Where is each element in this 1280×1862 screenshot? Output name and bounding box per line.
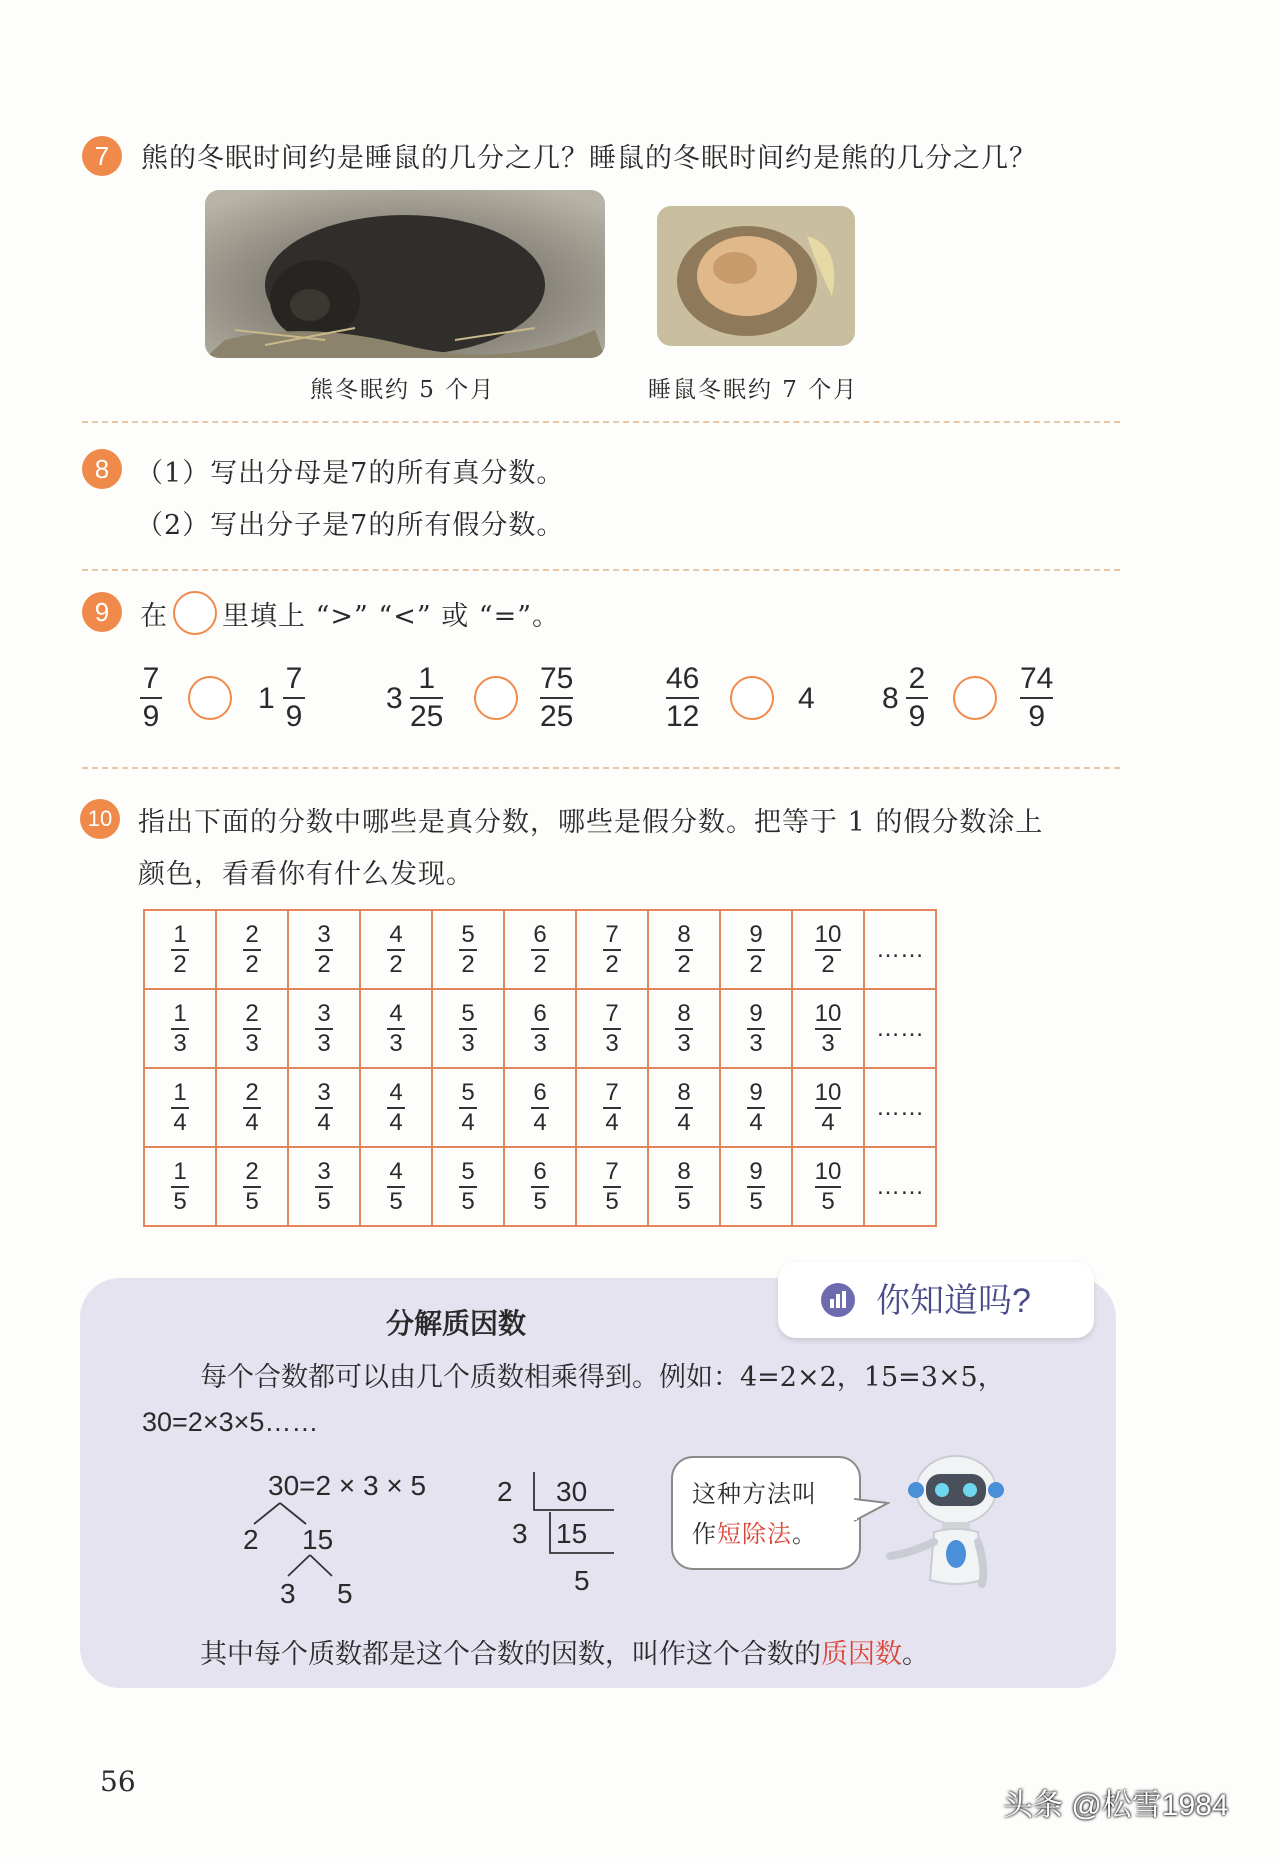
division-dividend: 30 <box>556 1476 588 1507</box>
watermark: 头条 @松雪1984 <box>1003 1789 1229 1822</box>
fraction-cell[interactable]: $\frac{6}{5}$ <box>504 1147 576 1226</box>
fraction-cell[interactable]: $\frac{3}{2}$ <box>288 910 360 989</box>
factor-tree-node: 2 <box>243 1524 259 1555</box>
bar-chart-icon <box>820 1282 856 1318</box>
fraction: 1 25 <box>410 662 444 733</box>
fraction-cell[interactable]: $\frac{2}{2}$ <box>216 910 288 989</box>
fraction: 75 25 <box>540 662 574 733</box>
ellipsis-cell: …… <box>864 910 936 989</box>
whole-part: 3 <box>386 682 403 715</box>
divider <box>82 767 1120 769</box>
fraction-cell[interactable]: $\frac{1}{2}$ <box>144 910 216 989</box>
fraction-cell[interactable]: $\frac{9}{4}$ <box>720 1068 792 1147</box>
fraction-cell[interactable]: $\frac{4}{5}$ <box>360 1147 432 1226</box>
bubble-line-1: 这种方法叫 <box>692 1480 817 1508</box>
fraction: 7 9 <box>283 662 305 734</box>
comparison-circle[interactable] <box>474 676 518 720</box>
panel-conclusion: 其中每个质数都是这个合数的因数，叫作这个合数的质因数。 <box>200 1639 929 1670</box>
fraction-cell[interactable]: $\frac{9}{2}$ <box>720 910 792 989</box>
fraction-cell[interactable]: $\frac{10}{5}$ <box>792 1147 864 1226</box>
question-9-text-before: 在 <box>140 601 168 632</box>
question-9-badge: 9 <box>82 592 122 632</box>
fraction: 7 9 <box>140 662 162 734</box>
bear-caption: 熊冬眠约 5 个月 <box>310 377 496 403</box>
robot-mascot <box>878 1450 1008 1590</box>
division-result: 5 <box>574 1565 590 1596</box>
fraction: 74 9 <box>1020 662 1054 733</box>
fraction-cell[interactable]: $\frac{8}{2}$ <box>648 910 720 989</box>
table-row <box>144 1068 936 1147</box>
bubble-highlight-term: 短除法 <box>717 1520 792 1548</box>
fraction-cell[interactable]: $\frac{8}{3}$ <box>648 989 720 1068</box>
question-10-line-1: 指出下面的分数中哪些是真分数，哪些是假分数。把等于 1 的假分数涂上 <box>138 807 1044 838</box>
factor-tree-equation: 30=2 × 3 × 5 <box>268 1470 427 1501</box>
panel-line-2: 30=2×3×5…… <box>142 1407 319 1437</box>
did-you-know-label: 你知道吗? <box>876 1282 1031 1320</box>
fraction-cell[interactable]: $\frac{7}{2}$ <box>576 910 648 989</box>
question-7-badge: 7 <box>82 136 122 176</box>
table-row <box>144 910 936 989</box>
division-dividend: 15 <box>556 1518 588 1549</box>
fraction-cell[interactable]: $\frac{3}{4}$ <box>288 1068 360 1147</box>
panel-line-1: 每个合数都可以由几个质数相乘得到。例如：4=2×2，15=3×5， <box>200 1362 1005 1393</box>
factor-tree-node: 3 <box>280 1578 296 1609</box>
fraction-cell[interactable]: $\frac{9}{5}$ <box>720 1147 792 1226</box>
comparison-circle-sample <box>173 591 217 635</box>
fraction: 2 9 <box>906 662 928 734</box>
fraction-cell[interactable]: $\frac{2}{5}$ <box>216 1147 288 1226</box>
comparison-value: 4 <box>798 682 815 715</box>
table-row <box>144 1147 936 1226</box>
dormouse-caption: 睡鼠冬眠约 7 个月 <box>648 377 859 403</box>
fraction-cell[interactable]: $\frac{1}{5}$ <box>144 1147 216 1226</box>
fraction-cell[interactable]: $\frac{1}{4}$ <box>144 1068 216 1147</box>
ellipsis-cell: …… <box>864 1147 936 1226</box>
fraction-cell[interactable]: $\frac{1}{3}$ <box>144 989 216 1068</box>
panel-title: 分解质因数 <box>386 1307 527 1340</box>
fraction-cell[interactable]: $\frac{10}{3}$ <box>792 989 864 1068</box>
fraction-cell[interactable]: $\frac{5}{5}$ <box>432 1147 504 1226</box>
division-divisor: 3 <box>512 1518 528 1549</box>
fraction-cell[interactable]: $\frac{5}{3}$ <box>432 989 504 1068</box>
fraction-cell[interactable]: $\frac{2}{4}$ <box>216 1068 288 1147</box>
fraction-cell[interactable]: $\frac{2}{3}$ <box>216 989 288 1068</box>
fraction-cell[interactable]: $\frac{8}{5}$ <box>648 1147 720 1226</box>
fraction-cell[interactable]: $\frac{9}{3}$ <box>720 989 792 1068</box>
question-8-badge: 8 <box>82 449 122 489</box>
bear-photo <box>205 190 605 358</box>
question-8-part-1: （1）写出分母是7的所有真分数。 <box>136 458 565 489</box>
fraction-cell[interactable]: $\frac{10}{2}$ <box>792 910 864 989</box>
fraction-cell[interactable]: $\frac{10}{4}$ <box>792 1068 864 1147</box>
fraction-cell[interactable]: $\frac{5}{4}$ <box>432 1068 504 1147</box>
division-lines <box>520 1470 620 1560</box>
fraction-cell[interactable]: $\frac{7}{5}$ <box>576 1147 648 1226</box>
ellipsis-cell: …… <box>864 989 936 1068</box>
question-10-badge: 10 <box>80 799 120 839</box>
factor-tree-node: 5 <box>337 1578 353 1609</box>
question-9-text-after: 里填上 “>” “<” 或 “=”。 <box>222 601 561 632</box>
division-divisor: 2 <box>497 1476 513 1507</box>
table-row <box>144 989 936 1068</box>
divider <box>82 569 1120 571</box>
fraction-cell[interactable]: $\frac{4}{2}$ <box>360 910 432 989</box>
fraction-table <box>143 909 937 1227</box>
fraction: 46 12 <box>666 662 700 733</box>
fraction-cell[interactable]: $\frac{3}{3}$ <box>288 989 360 1068</box>
comparison-circle[interactable] <box>953 676 997 720</box>
ellipsis-cell: …… <box>864 1068 936 1147</box>
divider <box>82 421 1120 423</box>
whole-part: 1 <box>258 682 275 715</box>
fraction-cell[interactable]: $\frac{3}{5}$ <box>288 1147 360 1226</box>
fraction-cell[interactable]: $\frac{6}{4}$ <box>504 1068 576 1147</box>
bubble-line-2: 作短除法。 <box>692 1520 817 1548</box>
fraction-cell[interactable]: $\frac{4}{4}$ <box>360 1068 432 1147</box>
dormouse-photo <box>657 206 855 346</box>
comparison-circle[interactable] <box>188 676 232 720</box>
question-7-text: 熊的冬眠时间约是睡鼠的几分之几？睡鼠的冬眠时间约是熊的几分之几？ <box>141 143 1037 174</box>
whole-part: 8 <box>882 682 899 715</box>
fraction-cell[interactable]: $\frac{7}{4}$ <box>576 1068 648 1147</box>
factor-tree-node: 15 <box>302 1524 334 1555</box>
highlight-term: 质因数 <box>821 1639 902 1670</box>
fraction-cell[interactable]: $\frac{5}{2}$ <box>432 910 504 989</box>
fraction-cell[interactable]: $\frac{6}{3}$ <box>504 989 576 1068</box>
question-10-line-2: 颜色，看看你有什么发现。 <box>138 859 474 890</box>
comparison-circle[interactable] <box>730 676 774 720</box>
question-8-part-2: （2）写出分子是7的所有假分数。 <box>136 510 565 541</box>
fraction-cell[interactable]: $\frac{8}{4}$ <box>648 1068 720 1147</box>
page-number: 56 <box>100 1765 136 1798</box>
fraction-cell[interactable]: $\frac{7}{3}$ <box>576 989 648 1068</box>
fraction-cell[interactable]: $\frac{4}{3}$ <box>360 989 432 1068</box>
fraction-cell[interactable]: $\frac{6}{2}$ <box>504 910 576 989</box>
